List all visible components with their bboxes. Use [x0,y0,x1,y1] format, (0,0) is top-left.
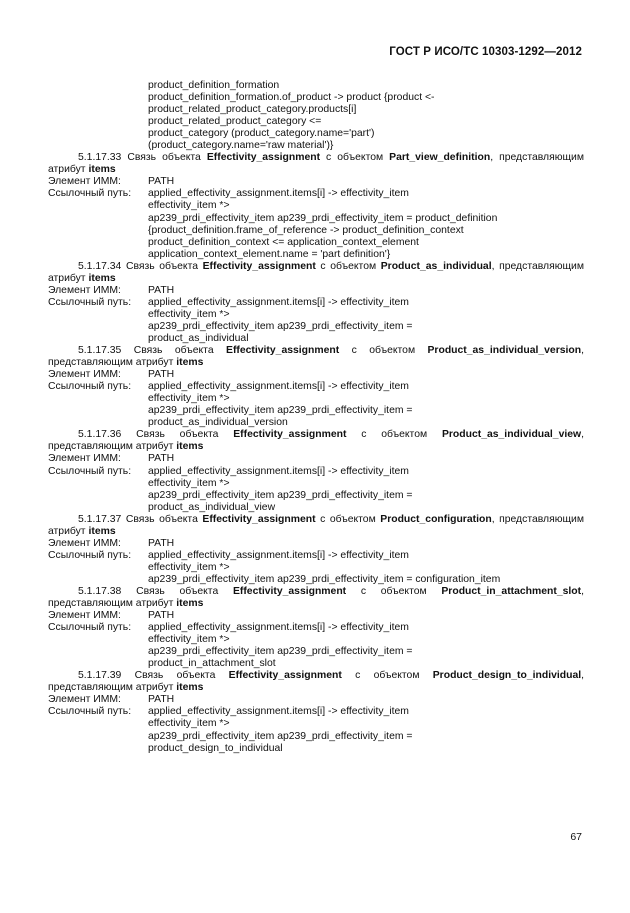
path-row [48,188,584,200]
source-object-name: Effectivity_assignment [206,152,321,164]
page-content [48,80,584,755]
path-line: effectivity_item *> [148,634,230,646]
path-row [48,706,584,718]
path-line: effectivity_item *> [148,308,230,320]
attribute-name: items [176,441,204,453]
path-line: ap239_prdi_effectivity_item ap239_prdi_effectivity_item = [148,320,413,332]
path-line: product_definition_formation.of_product -> product {product <- [148,92,435,104]
relation-text: с объектом [351,345,416,357]
element-value: PATH [148,537,175,549]
section-5-1-17-38 [48,586,584,670]
path-line: effectivity_item *> [148,477,230,489]
path-line: product_as_individual_version [148,417,288,429]
element-row [48,176,584,188]
element-label: Элемент ИММ: [48,284,121,296]
element-label: Элемент ИММ: [48,453,121,465]
path-line: effectivity_item *> [148,393,230,405]
path-row [48,466,584,478]
attribute-name: items [88,164,116,176]
attribute-name: items [176,357,204,369]
section-number: 5.1.17.35 [78,345,122,357]
path-line: applied_effectivity_assignment.items[i] -> effectivity_item [148,381,409,393]
source-object-name: Effectivity_assignment [202,513,316,525]
path-line: (product_category.name='raw material')} [148,140,334,152]
element-label: Элемент ИММ: [48,537,121,549]
element-value: PATH [148,694,175,706]
section-heading [48,429,584,453]
element-label: Элемент ИММ: [48,610,121,622]
element-value: PATH [148,176,175,188]
path-label: Ссылочный путь: [48,381,132,393]
path-label: Ссылочный путь: [48,296,132,308]
relation-text: Связь объекта [127,152,201,164]
section-number: 5.1.17.34 [78,260,122,272]
relation-text: , представляющим атрибут [48,345,584,369]
path-row [48,297,584,309]
page-number: 67 [570,831,582,843]
target-object-name: Product_design_to_individual [432,670,582,682]
section-5-1-17-34 [48,261,584,345]
sections-list [48,152,584,754]
path-row [48,622,584,634]
path-line: applied_effectivity_assignment.items[i] -> effectivity_item [148,706,409,718]
relation-text: Связь объекта [125,513,198,525]
relation-text: , представляющим атрибут [48,152,584,176]
path-label: Ссылочный путь: [48,549,132,561]
path-label: Ссылочный путь: [48,188,132,200]
relation-text: , представляющим атрибут [48,429,584,453]
path-line: product_as_individual [148,332,249,344]
path-label: Ссылочный путь: [48,706,132,718]
path-row [48,550,584,562]
path-line: product_in_attachment_slot [148,658,276,670]
relation-text: Связь объекта [125,260,199,272]
element-label: Элемент ИММ: [48,369,121,381]
path-line: product_definition_formation [148,80,280,91]
element-label: Элемент ИММ: [48,694,121,706]
section-5-1-17-35 [48,345,584,429]
path-line: ap239_prdi_effectivity_item ap239_prdi_effectivity_item = [148,730,413,742]
relation-text: , представляющим атрибут [48,513,584,537]
path-line: effectivity_item *> [148,200,230,212]
path-line: applied_effectivity_assignment.items[i] -> effectivity_item [148,622,409,634]
section-5-1-17-37 [48,514,584,586]
relation-text: Связь объекта [136,429,219,441]
document-header: ГОСТ Р ИСО/ТС 10303-1292—2012 [389,46,582,58]
section-number: 5.1.17.36 [78,429,122,441]
path-line: product_as_individual_view [148,501,276,513]
source-object-name: Effectivity_assignment [202,260,316,272]
relation-text: Связь объекта [133,345,214,357]
relation-text: с объектом [360,585,427,597]
section-heading [48,261,584,285]
attribute-name: items [176,682,204,694]
section-5-1-17-36 [48,429,584,513]
attribute-name: items [88,272,116,284]
path-line: product_definition_context <= application_context_element [148,236,419,248]
source-object-name: Effectivity_assignment [233,429,347,441]
relation-text: Связь объекта [134,670,216,682]
relation-text: Связь объекта [136,585,219,597]
source-object-name: Effectivity_assignment [228,670,342,682]
section-number: 5.1.17.38 [78,585,122,597]
element-row [48,369,584,381]
path-line: effectivity_item *> [148,718,230,730]
path-line: effectivity_item *> [148,561,230,573]
relation-text: , представляющим атрибут [48,670,585,694]
target-object-name: Product_in_attachment_slot [441,585,582,597]
element-row [48,453,584,465]
target-object-name: Part_view_definition [389,152,491,164]
target-object-name: Product_as_individual_view [441,429,582,441]
path-line: applied_effectivity_assignment.items[i] -> effectivity_item [148,188,409,200]
path-line: product_design_to_individual [148,742,283,754]
element-row [48,610,584,622]
section-number: 5.1.17.39 [78,670,122,682]
path-label: Ссылочный путь: [48,622,132,634]
element-row [48,285,584,297]
section-5-1-17-39 [48,670,584,754]
section-heading [48,586,584,610]
path-line: application_context_element.name = 'part definition'} [148,248,391,260]
target-object-name: Product_as_individual_version [427,345,582,357]
relation-text: с объектом [320,513,376,525]
section-5-1-17-33 [48,152,584,260]
relation-text: с объектом [361,429,428,441]
element-row [48,538,584,550]
section-heading [48,345,584,369]
element-value: PATH [148,610,175,622]
element-value: PATH [148,284,175,296]
path-row [48,381,584,393]
target-object-name: Product_configuration [380,513,492,525]
path-line: applied_effectivity_assignment.items[i] -> effectivity_item [148,549,409,561]
source-object-name: Effectivity_assignment [226,345,340,357]
path-line: ap239_prdi_effectivity_item ap239_prdi_effectivity_item = product_definition [148,212,498,224]
section-heading [48,152,584,176]
path-line: ap239_prdi_effectivity_item ap239_prdi_effectivity_item = [148,646,413,658]
path-line: {product_definition.frame_of_reference -> product_definition_context [148,224,464,236]
attribute-name: items [176,598,204,610]
path-label: Ссылочный путь: [48,465,132,477]
relation-text: с объектом [355,670,420,682]
relation-text: , представляющим атрибут [48,585,584,610]
path-line: applied_effectivity_assignment.items[i] -> effectivity_item [148,296,409,308]
attribute-name: items [88,525,116,537]
path-line: ap239_prdi_effectivity_item ap239_prdi_effectivity_item = [148,489,413,501]
path-line: applied_effectivity_assignment.items[i] -> effectivity_item [148,465,409,477]
relation-text: , представляющим атрибут [48,260,584,284]
intro-block [48,80,584,152]
path-line: product_related_product_category <= [148,116,322,128]
target-object-name: Product_as_individual [380,260,492,272]
path-line: product_related_product_category.products[i] [148,104,357,116]
relation-text: с объектом [320,260,377,272]
section-heading [48,514,584,538]
section-number: 5.1.17.37 [78,513,122,525]
element-label: Элемент ИММ: [48,176,121,188]
path-line: product_category (product_category.name='part') [148,128,375,140]
element-value: PATH [148,369,175,381]
source-object-name: Effectivity_assignment [232,585,347,597]
section-number: 5.1.17.33 [78,152,122,164]
element-row [48,694,584,706]
element-value: PATH [148,453,175,465]
path-line: ap239_prdi_effectivity_item ap239_prdi_effectivity_item = configuration_item [148,573,501,585]
section-heading [48,670,584,694]
path-line: ap239_prdi_effectivity_item ap239_prdi_effectivity_item = [148,405,413,417]
relation-text: с объектом [326,152,384,164]
